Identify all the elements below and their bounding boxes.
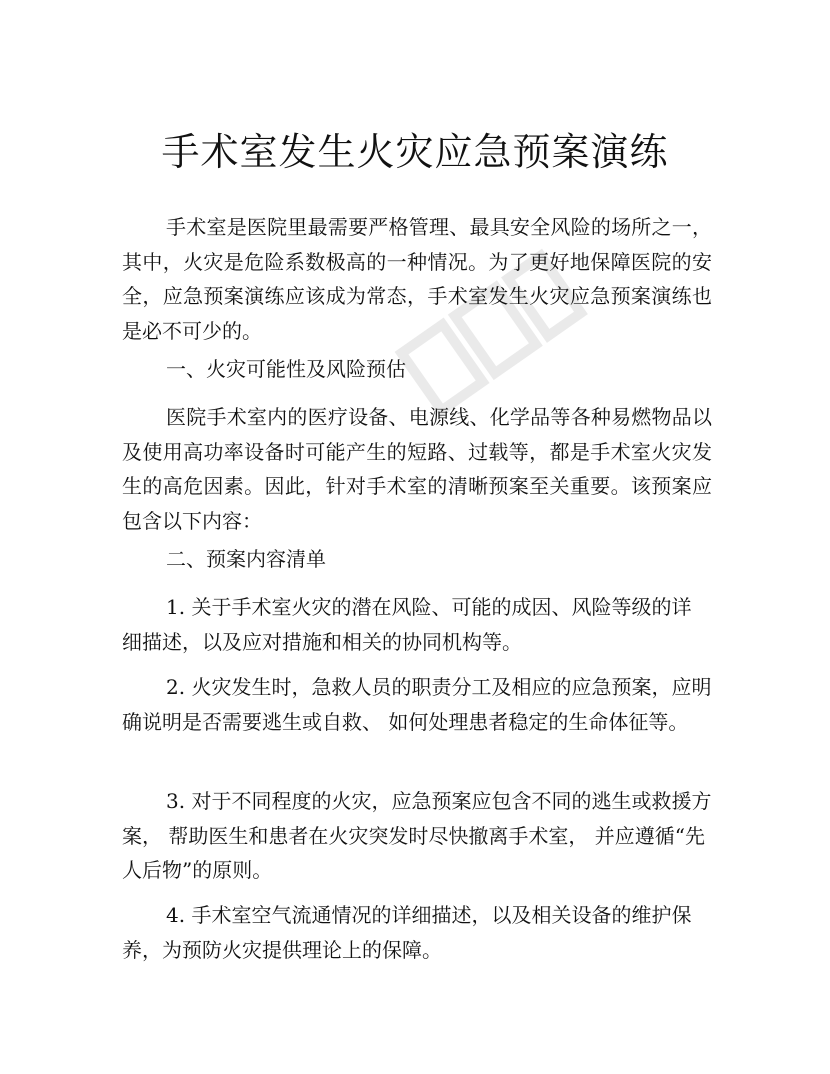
list-item: 4. 手术室空气流通情况的详细描述，以及相关设备的维护保养，为预防火灾提供理论上的保障。 [122, 903, 692, 962]
page-title: 手术室发生火灾应急预案演练 [161, 130, 669, 174]
section-heading-risk: 一、火灾可能性及风险预估 [166, 357, 406, 381]
list-item: 3. 对于不同程度的火灾，应急预案应包含不同的逃生或救援方案， 帮助医生和患者在火灾突发时尽快撤离手术室， 并应遵循“先人后物”的原则。 [122, 789, 712, 882]
section-heading-plan: 二、预案内容清单 [166, 547, 326, 571]
risk-paragraph: 医院手术室内的医疗设备、电源线、化学品等各种易燃物品以及使用高功率设备时可能产生的短路、过载等，都是手术室火灾发生的高危因素。因此，针对手术室的清晰预案至关重要。该预案应包含以下内容： [122, 405, 712, 533]
intro-paragraph: 手术室是医院里最需要严格管理、最具安全风险的场所之一，其中，火灾是危险系数极高的一种情况。为了更好地保障医院的安全，应急预案演练应该成为常态，手术室发生火灾应急预案演练也是必不可少的。 [122, 215, 712, 343]
list-item: 1. 关于手术室火灾的潜在风险、可能的成因、风险等级的详细描述，以及应对措施和相关的协同机构等。 [122, 595, 692, 654]
list-item: 2. 火灾发生时，急救人员的职责分工及相应的应急预案，应明确说明是否需要逃生或自救、 如何处理患者稳定的生命体征等。 [122, 675, 712, 734]
